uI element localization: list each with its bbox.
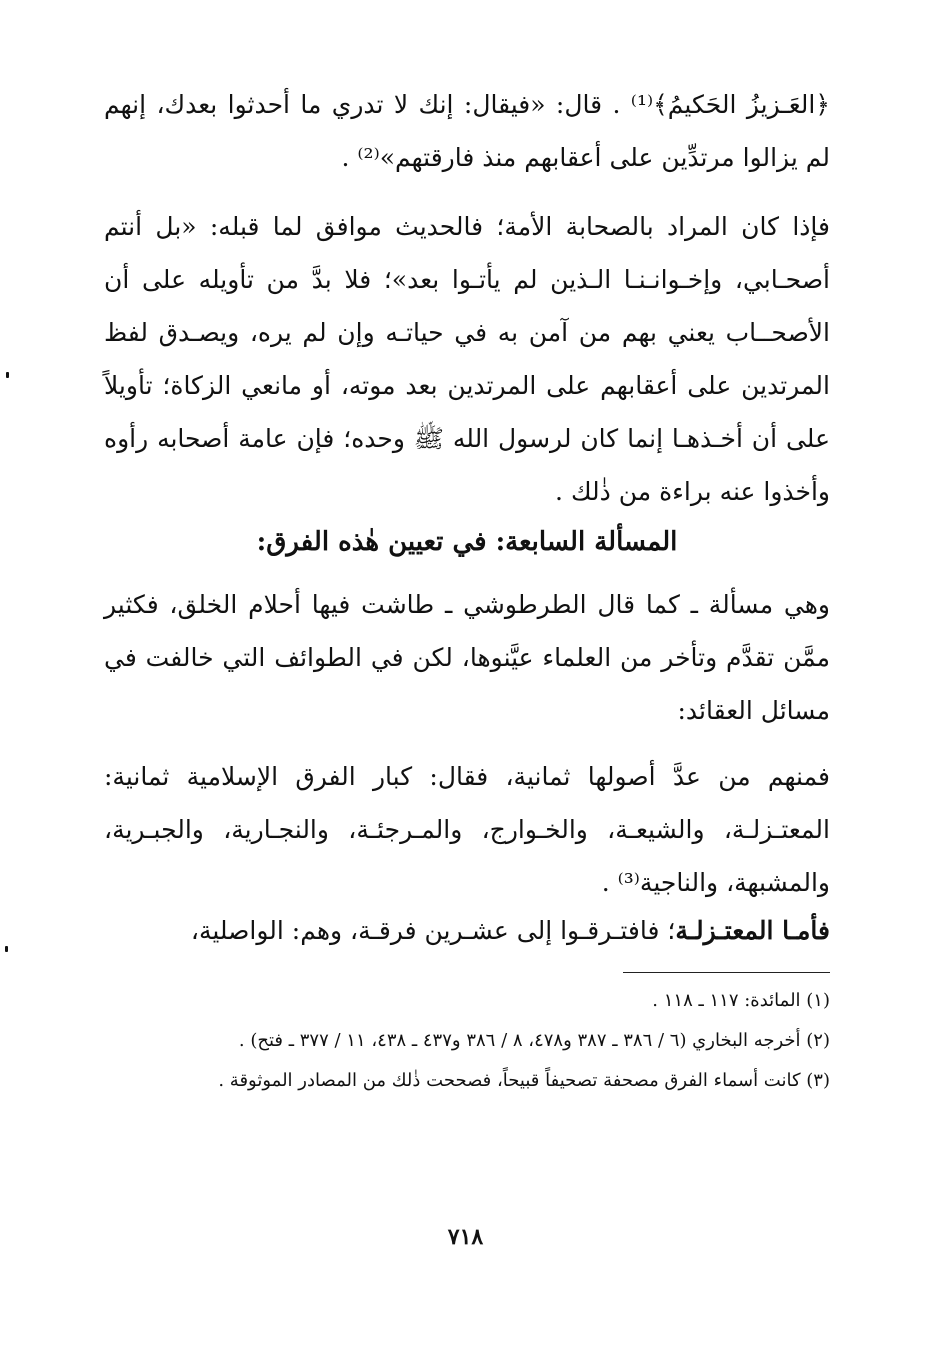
paragraph-sahaba-interpretation: فإذا كان المراد بالصحابة الأمة؛ فالحديث موافق لما قبله: «بل أنتم أصحـابي، وإخـوانـنـا الـذين لم يأتـوا بعد»؛ فلا بدَّ من تأويله على أن الأصحــاب يعني بهم من آمن به في حياتـه وإن لم يره، ويصـدق لفظ المرتدين على أعقابهم على المرتدين بعد موته، أو مانعي الزكاة؛ تأويلاً على أن أخـذهـا إنما كان لرسول الله ﷺ وحده؛ فإن عامة أصحابه رأوه وأخذوا عنه براءة من ذٰلك . xyxy=(104,212,830,506)
margin-mark xyxy=(6,372,9,378)
margin-mark xyxy=(5,946,8,952)
page-number: ٧١٨ xyxy=(447,1224,484,1250)
footnote-1: (١) المائدة: ١١٧ ـ ١١٨ . xyxy=(652,990,830,1011)
section-heading: المسألة السابعة: في تعيين هٰذه الفرق: xyxy=(256,527,678,557)
footnote-3: (٣) كانت أسماء الفرق مصحفة تصحيفاً قبيحاً، فصححت ذٰلك من المصادر الموثوقة . xyxy=(218,1070,830,1091)
footnote-2: (٢) أخرجه البخاري (٦ / ٣٨٦ ـ ٣٨٧ و٤٧٨، ٨ / ٣٨٦ و٤٣٧ ـ ٤٣٨، ١١ / ٣٧٧ ـ فتح) . xyxy=(238,1030,830,1051)
footnote-divider xyxy=(623,972,830,973)
paragraph-quran-hadith: ﴿العَـزيزُ الحَكيمُ﴾⁽¹⁾ . قال: «فيقال: إنك لا تدري ما أحدثوا بعدك، إنهم لم يزالوا مرتدِّين على أعقابهم منذ فارقتهم»⁽²⁾ . xyxy=(104,90,830,172)
paragraph-mutazila xyxy=(104,904,830,957)
mutazila-lead: فأمـا المعتـزلـة xyxy=(675,916,830,945)
mutazila-rest: ؛ فافتـرقـوا إلى عشـرين فرقـة، وهم: الواصلية، xyxy=(190,916,676,945)
footnotes xyxy=(104,984,830,1104)
paragraph-tartushi: وهي مسألة ـ كما قال الطرطوشي ـ طاشت فيها أحلام الخلق، فكثير ممَّن تقدَّم وتأخر من العلماء عيَّنوها، لكن في الطوائف التي خالفت في مسائل العقائد: xyxy=(104,590,830,725)
paragraph-eight-sects: فمنهم من عدَّ أصولها ثمانية، فقال: كبار الفرق الإسلامية ثمانية: المعتـزلـة، والشيعـة، والخـوارج، والمـرجئـة، والنجـارية، والجبـرية، والمشبهة، والناجية⁽³⁾ . xyxy=(104,762,830,897)
